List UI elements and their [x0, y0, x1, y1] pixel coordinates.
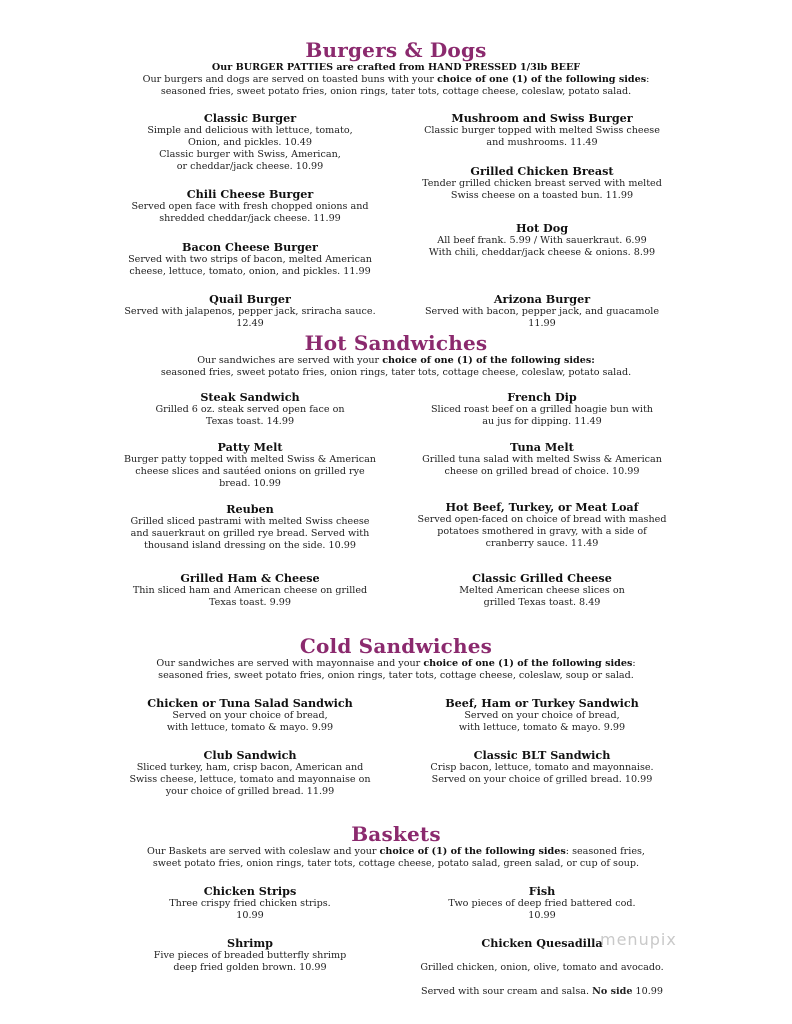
- item-name: Shrimp: [226, 936, 274, 950]
- section-baskets: [0, 822, 792, 870]
- menu-item: [100, 292, 400, 330]
- intro-sides: sweet potato fries, onion rings, tater tots, cottage cheese, potato salad, green salad, or cup of soup.: [152, 858, 640, 869]
- item-description: Served with bacon, pepper jack, and guacamole 11.99: [424, 306, 659, 329]
- item-description: Grilled sliced pastrami with melted Swiss cheese and sauerkraut on grilled rye bread. Served with thousand island dressing on the side. 10.99: [130, 516, 370, 551]
- item-description: Three crispy fried chicken strips. 10.99: [169, 898, 331, 921]
- item-name: Club Sandwich: [203, 748, 297, 762]
- item-name: Patty Melt: [217, 440, 283, 454]
- item-description: Tender grilled chicken breast served with melted Swiss cheese on a toasted bun. 11.99: [422, 178, 662, 201]
- item-description-text: Served with sour cream and salsa.: [421, 986, 593, 997]
- menu-item: [100, 111, 400, 173]
- item-name: Reuben: [226, 502, 274, 516]
- section-title: Cold Sandwiches: [299, 634, 493, 658]
- item-description: Served on your choice of bread, with lettuce, tomato & mayo. 9.99: [166, 710, 334, 733]
- item-description: Thin sliced ham and American cheese on grilled Texas toast. 9.99: [132, 585, 368, 608]
- item-name: Mushroom and Swiss Burger: [451, 111, 633, 125]
- item-name: Hot Beef, Turkey, or Meat Loaf: [445, 500, 639, 514]
- intro-text: Our burgers and dogs are served on toasted buns with your: [142, 74, 438, 85]
- item-name: Classic BLT Sandwich: [473, 748, 611, 762]
- menu-item: [100, 390, 400, 428]
- item-name: Classic Burger: [203, 111, 297, 125]
- item-description: Served on your choice of bread, with lettuce, tomato & mayo. 9.99: [458, 710, 626, 733]
- intro-text-post: :: [646, 74, 650, 85]
- item-name: Arizona Burger: [493, 292, 591, 306]
- menu-item: [100, 502, 400, 552]
- item-name: Chicken Quesadilla: [481, 936, 603, 950]
- menu-item: [100, 440, 400, 490]
- menu-item: [392, 111, 692, 149]
- section-intro: [0, 658, 792, 682]
- intro-sides: seasoned fries, sweet potato fries, onion rings, tater tots, cottage cheese, coleslaw, potato salad.: [160, 367, 632, 378]
- item-name: Chicken Strips: [203, 884, 297, 898]
- intro-bold: choice of one (1) of the following sides: [437, 74, 647, 85]
- intro-text-post: : seasoned fries,: [565, 846, 645, 857]
- item-name: Grilled Chicken Breast: [470, 164, 614, 178]
- menu-item: [100, 187, 400, 225]
- item-description: Served with jalapenos, pepper jack, sriracha sauce. 12.49: [124, 306, 376, 329]
- menu-item: [392, 221, 692, 259]
- item-price: 10.99: [632, 986, 663, 997]
- intro-text-post: :: [632, 658, 636, 669]
- item-name: Classic Grilled Cheese: [472, 571, 612, 585]
- section-hot-sandwiches: [0, 331, 792, 379]
- menu-item: [100, 884, 400, 922]
- no-side-note: No side: [592, 986, 633, 997]
- item-description: Crisp bacon, lettuce, tomato and mayonnaise. Served on your choice of grilled bread. 10.99: [430, 762, 654, 785]
- item-description: Grilled tuna salad with melted Swiss & American cheese on grilled bread of choice. 10.99: [422, 454, 662, 477]
- intro-bold: choice of (1) of the following sides: [379, 846, 566, 857]
- item-description: Served open-faced on choice of bread with mashed potatoes smothered in gravy, with a side of cranberry sauce. 11.49: [417, 514, 667, 549]
- section-title: Baskets: [351, 822, 441, 846]
- item-name: Beef, Ham or Turkey Sandwich: [445, 696, 639, 710]
- menu-item: [392, 390, 692, 428]
- intro-bold: choice of one (1) of the following sides:: [382, 355, 595, 366]
- intro-text: Our sandwiches are served with mayonnaise and your: [156, 658, 424, 669]
- section-intro: [0, 846, 792, 870]
- item-name: Tuna Melt: [510, 440, 574, 454]
- menu-item: [100, 936, 400, 974]
- menu-item: [392, 884, 692, 922]
- item-description: Melted American cheese slices on grilled Texas toast. 8.49: [459, 585, 625, 608]
- menu-item: [392, 500, 692, 550]
- item-description: Served with two strips of bacon, melted American cheese, lettuce, tomato, onion, and pickles. 11.99: [128, 254, 372, 277]
- item-description: Grilled 6 oz. steak served open face on Texas toast. 14.99: [155, 404, 345, 427]
- menu-item: [392, 696, 692, 734]
- item-description: Simple and delicious with lettuce, tomato, Onion, and pickles. 10.49 Classic burger with Swiss, American, or cheddar/jack cheese. 10.99: [147, 125, 353, 172]
- section-intro: [0, 62, 792, 98]
- item-description: Five pieces of breaded butterfly shrimp deep fried golden brown. 10.99: [153, 950, 347, 973]
- item-name: Steak Sandwich: [200, 390, 300, 404]
- section-intro: [0, 355, 792, 379]
- menu-item: [392, 571, 692, 609]
- item-name: Hot Dog: [515, 221, 569, 235]
- item-name: French Dip: [507, 390, 577, 404]
- item-description: Sliced roast beef on a grilled hoagie bun with au jus for dipping. 11.49: [430, 404, 653, 427]
- item-name: Chicken or Tuna Salad Sandwich: [147, 696, 353, 710]
- menu-item: [100, 748, 400, 798]
- menu-item: [392, 292, 692, 330]
- section-cold-sandwiches: [0, 634, 792, 682]
- item-description: Served open face with fresh chopped onions and shredded cheddar/jack cheese. 11.99: [131, 201, 369, 224]
- intro-sides: seasoned fries, sweet potato fries, onion rings, tater tots, cottage cheese, coleslaw, soup or salad.: [158, 670, 634, 681]
- item-name: Fish: [528, 884, 556, 898]
- item-description: Two pieces of deep fried battered cod. 10.99: [448, 898, 636, 921]
- intro-sides: seasoned fries, sweet potato fries, onion rings, tater tots, cottage cheese, coleslaw, potato salad.: [160, 86, 632, 97]
- item-description: [392, 950, 692, 1010]
- section-title: Burgers & Dogs: [305, 38, 487, 62]
- item-name: Bacon Cheese Burger: [182, 240, 318, 254]
- item-name: Grilled Ham & Cheese: [180, 571, 320, 585]
- menu-item: [392, 164, 692, 202]
- intro-patties: Our BURGER PATTIES are crafted from HAND PRESSED 1/3lb BEEF: [211, 62, 581, 73]
- watermark: menupix: [600, 930, 677, 949]
- item-name: Quail Burger: [209, 292, 291, 306]
- item-description: Sliced turkey, ham, crisp bacon, American and Swiss cheese, lettuce, tomato and mayonnaise on your choice of grilled bread. 11.99: [129, 762, 371, 797]
- menu-item: [392, 748, 692, 786]
- intro-text: Our Baskets are served with coleslaw and your: [147, 846, 380, 857]
- item-description-line: Grilled chicken, onion, olive, tomato and avocado.: [420, 962, 664, 973]
- intro-bold: choice of one (1) of the following sides: [423, 658, 633, 669]
- item-description: Classic burger topped with melted Swiss cheese and mushrooms. 11.49: [424, 125, 660, 148]
- menu-item: [392, 440, 692, 478]
- section-burgers: [0, 38, 792, 98]
- menu-item: [100, 240, 400, 278]
- intro-text: Our sandwiches are served with your: [197, 355, 383, 366]
- item-name: Chili Cheese Burger: [186, 187, 314, 201]
- item-description: All beef frank. 5.99 / With sauerkraut. 6.99 With chili, cheddar/jack cheese & onions. 8.99: [428, 235, 656, 258]
- section-title: Hot Sandwiches: [304, 331, 488, 355]
- menu-item: [100, 696, 400, 734]
- item-description: Burger patty topped with melted Swiss & American cheese slices and sautéed onions on grilled rye bread. 10.99: [124, 454, 376, 489]
- menu-item: [100, 571, 400, 609]
